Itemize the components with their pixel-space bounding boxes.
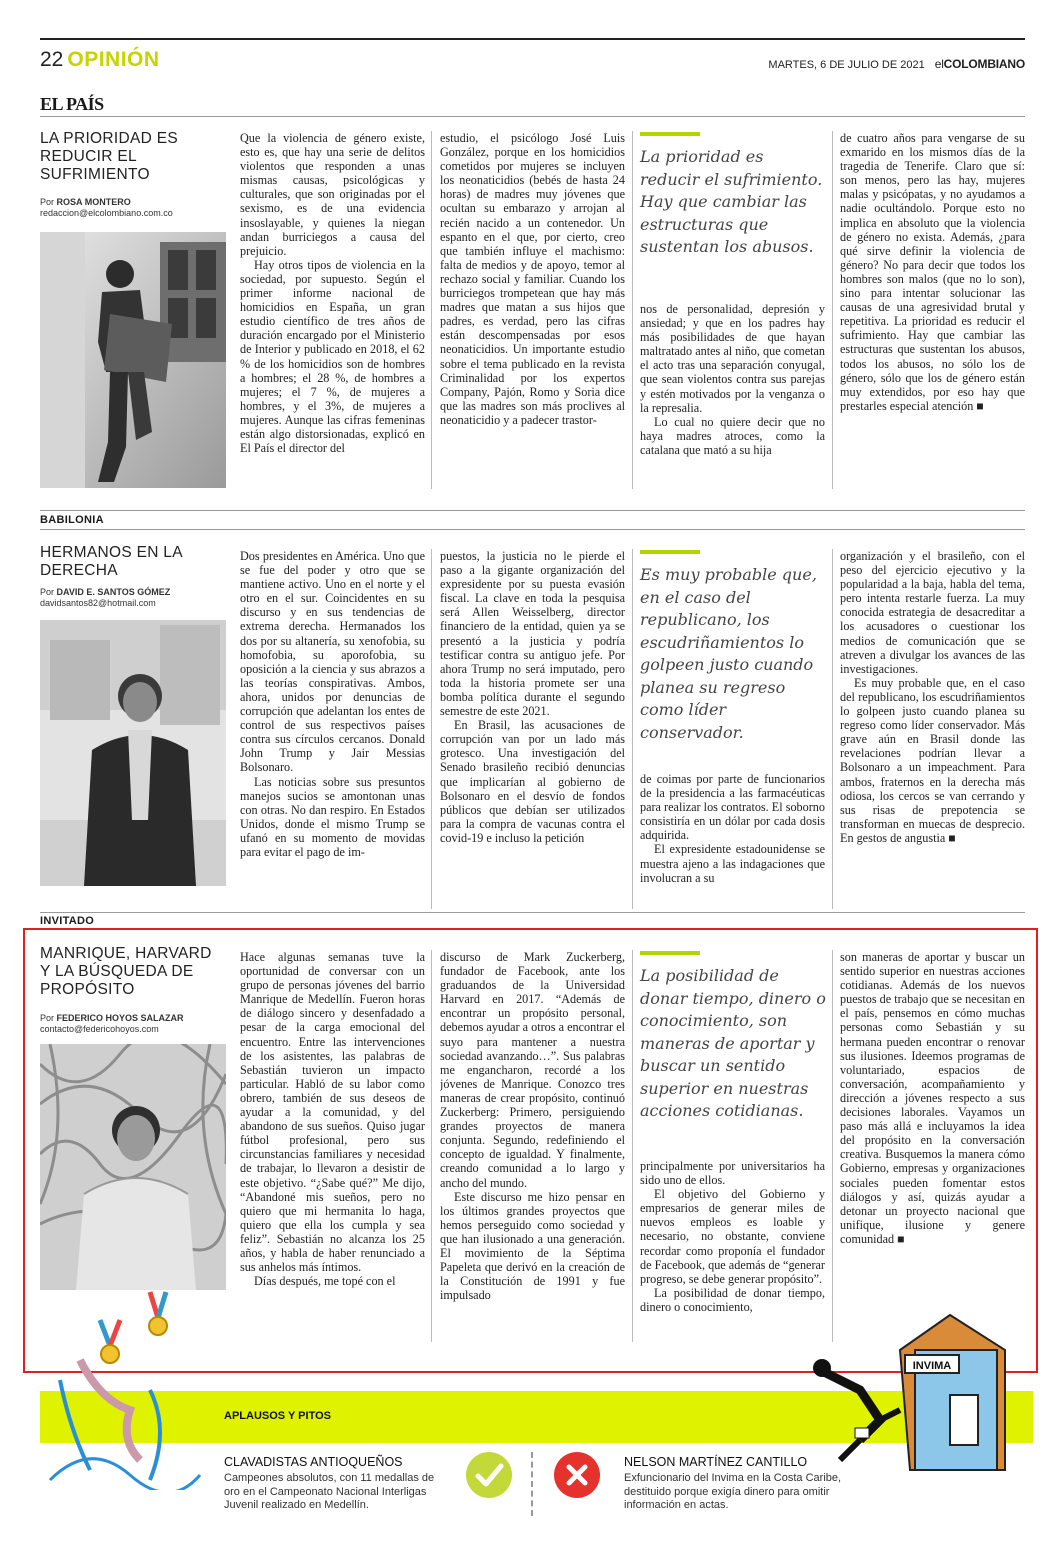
- paragraph: Lo cual no quiere decir que no haya madres atroces, como la catalana que mató a su hija: [640, 414, 825, 457]
- paragraph: de cuatro años para vengarse de su exmarido en los mismos días de la tragedia de Tenerife. Claro que sí: son menos, pero las hay, mujeres malas y psicópatas, y no ayudamos a nadie ocultándolo. Porque esto no implica en absoluto que la violencia de género no exista. Además, ¿para qué sirve definir la violencia de género? No para decir que todos los hombres son malos (que no lo son), sino para intentar solucionar las causas de una agresividad brutal y repetitiva. La prioridad es reducir el sufrimiento. Hay que cambiar las estructuras que sustentan los abusos, todos los abusos, no sólo los de género, sólo que los de género están muy extendidos, por eso hay que prestarles especial atención ■: [840, 131, 1025, 413]
- paragraph: son maneras de aportar y buscar un sentido superior en nuestras acciones cotidianas. Además de los nuevos puestos de trabajo que se necesitan en el país, pensemos en cómo muchas personas como Sebastián y su hermana pueden encontrar o renovar sus ilusiones. Ideemos programas de voluntariado, espacios de conversación, acompañamiento y dirección a jóvenes respecto a sus decisiones laborales. Vayamos un paso más allá e incluyamos la idea del propósito en la conversación creativa. Busquemos la manera cómo Gobierno, empresas y organizaciones sociales pueden fomentar estos diálogos y así, quizás ayudar a detonar un proyecto nacional que unifique, ilusione y genere comunidad ■: [840, 950, 1025, 1246]
- applause-right-description: Exfuncionario del Invima en la Costa Caribe, destituido porque exigía dinero para omitir información en actas.: [624, 1472, 842, 1511]
- invima-cartoon-illustration: [800, 1310, 1025, 1490]
- article-column-1: [240, 131, 425, 489]
- article-column-3: [640, 1159, 825, 1342]
- article-column-1: [240, 549, 425, 909]
- article-headline: LA PRIORIDAD ES REDUCIR EL SUFRIMIENTO: [40, 130, 179, 183]
- paragraph: Las noticias sobre sus presuntos manejos sucios se amontonan unas con otras. No dan respiro. En Estados Unidos, donde el mismo Trump se ufanó en su momento de movidas para evitar el pago de im-: [240, 774, 425, 859]
- byline: Por DAVID E. SANTOS GÓMEZ: [40, 587, 171, 597]
- column-divider: [431, 131, 432, 489]
- byline: Por ROSA MONTERO: [40, 197, 131, 207]
- byline: Por FEDERICO HOYOS SALAZAR: [40, 1013, 184, 1023]
- invima-sign: INVIMA: [912, 1360, 952, 1372]
- paragraph: puestos, la justicia no le pierde el paso a la gigante organización del expresidente por su puesta evasión fiscal. La clave en toda la pesquisa será Allen Weisselberg, director financiero de la entidad, quien ya se presentó a la justicia y podría testificar contra su antiguo jefe. Por ahora Trump no será imputado, pero toda la historia promete ser una bomba política durante el segundo semestre de este 2021.: [440, 549, 625, 719]
- paragraph: Hace algunas semanas tuve la oportunidad de conversar con un grupo de personas jóvenes del barrio Manrique de Medellín. Fueron horas de diálogo sincero y desenfadado a pesar de la carga emocional del encuentro. Entre las intervenciones de los asistentes, las palabras de Sebastián tuvieron un impacto particular. Habló de su labor como obrero, también de sus deseos de ayudar a la comunidad, y del abandono de sus sueños. Quiso jugar fútbol profesional, pero sus circunstancias familiares y necesidad de trabajar, lo llevaron a desistir de este objetivo. “¿Sabe qué?” Me dijo, “Abandoné mis sueños, pero no quiero que mi hermanita lo haga, quiero que ella los cumpla y sea feliz”. Sebastián no alcanza los 25 años, y habla de haber renunciado a sus anhelos más íntimos.: [240, 950, 425, 1275]
- paragraph: Es muy probable que, en el caso del republicano, los escudriñamientos lo golpeen justo cuando planea su regreso como líder conservador. Más grave aún en Brasil donde las revelaciones podrían llevar a Bolsonaro a un impeachment. Para ambos, fraternos en la derecha más odiosa, los cercos se van cerrando y sus risas de prepotencia se transforman en muecas de desprecio. En gestos de angustia ■: [840, 675, 1025, 845]
- section-label: INVITADO: [40, 915, 95, 927]
- newspaper-logo: elCOLOMBIANO: [934, 57, 1025, 71]
- author-name: ROSA MONTERO: [56, 197, 131, 207]
- paragraph: El expresidente estadounidense se muestra ajeno a las indagaciones que involucran a su: [640, 842, 825, 885]
- column-divider: [832, 950, 833, 1342]
- pull-quote: La prioridad es reducir el sufrimiento. Hay que cambiar las estructuras que sustentan los abusos.: [640, 147, 823, 256]
- article-column-3: [640, 772, 825, 909]
- pull-quote-accent: [640, 951, 700, 955]
- check-icon: [466, 1452, 512, 1498]
- column-divider: [431, 950, 432, 1342]
- section-rule: [40, 912, 1025, 913]
- issue-date: MARTES, 6 DE JULIO DE 2021: [768, 59, 925, 71]
- section-rule: [40, 529, 1025, 530]
- section-rule: [40, 116, 1025, 117]
- pull-quote-accent: [640, 132, 700, 136]
- paragraph: La posibilidad de donar tiempo, dinero o conocimiento,: [640, 1285, 825, 1314]
- page-number: 22: [40, 48, 64, 71]
- column-divider: [632, 131, 633, 489]
- article-column-1: [240, 950, 425, 1342]
- paragraph: Este discurso me hizo pensar en los últimos grandes proyectos que hemos perseguido como sociedad y que han ilusionado a una generación. El movimiento de la Séptima Papeleta que derivó en la creación de la Constitución de 1991 y fue impulsado: [440, 1189, 625, 1303]
- author-email[interactable]: redaccion@elcolombiano.com.co: [40, 208, 173, 218]
- article-column-3: [640, 302, 825, 489]
- article-column-2: [440, 950, 625, 1342]
- paragraph: principalmente por universitarios ha sido uno de ellos.: [640, 1159, 825, 1188]
- paragraph: Dos presidentes en América. Uno que se fue del poder y otro que se mantiene activo. Uno en el norte y el otro en el sur. Coincidentes en su discurso y en sus tendencias de extrema derecha. Hermanados los dos por su altanería, su xenofobia, su homofobia, su aporofobia, su oposición a la ciencia y sus abrazos a las teorías conspirativas. Ambos, ahora, unidos por denuncias de corrupción que adelantan los entes de control de sus respectivos países contra sus círculos cercanos. Donald John Trump y Jair Messias Bolsonaro.: [240, 549, 425, 775]
- divers-illustration: [40, 1290, 210, 1490]
- section-label: BABILONIA: [40, 514, 104, 526]
- paragraph: Que la violencia de género existe, esto es, que hay una serie de delitos violentos que responden a unas mismas causas, psicológicas y culturales, que son originadas por el sexismo, es de una evidencia insoslayable, y quienes la niegan andan burriciegos a causa del prejuicio.: [240, 131, 425, 258]
- paragraph: En Brasil, las acusaciones de corrupción van por un lado más grotesco. Una investigación del Senado brasileño recibió denuncias que implicarían al gobierno de Bolsonaro en el desvío de fondos públicos que debían ser utilizados para la compra de vacunas contra el covid-19 e incluso la petición: [440, 718, 625, 845]
- pull-quote: Es muy probable que, en el caso del republicano, los escudriñamientos lo golpeen justo cuando planea su regreso como líder conservador.: [640, 565, 817, 742]
- paragraph: estudio, el psicólogo José Luis González, porque en los homicidios cometidos por mujeres se incluyen los neonaticidios (bebés de hasta 24 horas) de madres muy jóvenes que ocultan su embarazo y arrojan al recién nacido a un contenedor. Un espanto en el que, por cierto, creo que también influye el machismo: falta de medios y de apoyo, temor al rechazo social y familiar. Cuando los burriciegos trompetean que hay más madres que matan a sus hijos que padres, es verdad, pero las cifras están descompensadas por esos neonaticidios. Un importante estudio sobre el tema publicado en la revista Criminalidad por los expertos Company, Pajón, Romo y Soria dice que las madres son más proclives al neonaticidio y a padecer trastor-: [440, 131, 625, 427]
- dateline: [768, 57, 1025, 71]
- author-portrait-photo: [40, 620, 226, 886]
- section-label: EL PAÍS: [40, 94, 104, 114]
- column-divider: [632, 950, 633, 1342]
- paragraph: de coimas por parte de funcionarios de la presidencia a las farmacéuticas para realizar los contratos. El soborno consistiría en un dólar por cada dosis adquirida.: [640, 772, 825, 843]
- article-column-2: [440, 549, 625, 909]
- applause-right-name: NELSON MARTÍNEZ CANTILLO: [624, 1455, 808, 1469]
- article-headline: MANRIQUE, HARVARD Y LA BÚSQUEDA DE PROPÓSITO: [40, 945, 212, 998]
- paragraph: discurso de Mark Zuckerberg, fundador de Facebook, ante los graduandos de la Universidad Harvard en 2017. “Además de encontrar un propósito personal, debemos ayudar a otros a encontrar el suyo para mantener a nuestra sociedad avanzando…”. Sus palabras me engancharon, recordé a los jóvenes de Manrique. Conozco tres maneras de crear propósito, continuó Zuckerberg: Primero, persiguiendo grandes proyectos de manera conjunta. Segundo, redefiniendo el concepto de igualdad. Y finalmente, creando comunidad a lo largo y ancho del mundo.: [440, 950, 625, 1190]
- pull-quote-accent: [640, 550, 700, 554]
- applause-divider: [531, 1452, 533, 1516]
- article-headline: HERMANOS EN LA DERECHA: [40, 544, 183, 579]
- paragraph: Hay otros tipos de violencia en la sociedad, por supuesto. Según el primer informe nacional de homicidios en España, un gran estudio científico de tres años de duración encargado por el Ministerio de Interior y publicado en 2018, el 62 % de los homicidios son de hombres a hombres; el 28 %, de hombres a mujeres; el 7 %, de mujeres a hombres, y el 3%, de mujeres a mujeres. Aunque las cifras femeninas están algo distorsionadas, explicó en El País el director del: [240, 257, 425, 456]
- paragraph: Días después, me topé con el: [254, 1274, 396, 1289]
- author-name: FEDERICO HOYOS SALAZAR: [56, 1013, 184, 1023]
- author-email[interactable]: davidsantos82@hotmail.com: [40, 598, 156, 608]
- column-divider: [832, 131, 833, 489]
- paragraph: organización y el brasileño, con el peso del ejercicio ejecutivo y la popularidad a la baja, habla del tema, pero intenta restarle fuerza. La muy conocida estrategia de desacreditar a los acusadores o cuestionar los medios de comunicación que se atreven a divulgar los avances de las investigaciones.: [840, 549, 1025, 676]
- author-name: DAVID E. SANTOS GÓMEZ: [56, 587, 171, 597]
- applause-section-label: APLAUSOS Y PITOS: [224, 1410, 331, 1422]
- article-column-4: [840, 131, 1025, 489]
- article-column-4: [840, 950, 1025, 1342]
- column-divider: [431, 549, 432, 909]
- section-rule: [40, 510, 1025, 511]
- column-divider: [632, 549, 633, 909]
- article-column-4: [840, 549, 1025, 909]
- pull-quote: La posibilidad de donar tiempo, dinero o conocimiento, son maneras de aportar y buscar un sentido superior en nuestras acciones cotidianas.: [640, 966, 826, 1120]
- top-rule: [40, 38, 1025, 40]
- applause-left-name: CLAVADISTAS ANTIOQUEÑOS: [224, 1455, 403, 1469]
- paragraph: El objetivo del Gobierno y empresarios de generar miles de nuevos empleos es loable y necesario, no obstante, conviene recordar como proponía el fundador de Facebook, que además de “generar progreso, se debe generar propósito”.: [640, 1187, 825, 1286]
- article-column-2: [440, 131, 625, 489]
- close-icon: [554, 1452, 600, 1498]
- section-title: OPINIÓN: [67, 48, 160, 71]
- author-portrait-photo: [40, 1044, 226, 1290]
- column-divider: [832, 549, 833, 909]
- page-header: [40, 47, 160, 73]
- paragraph: nos de personalidad, depresión y ansiedad; y que en los padres hay más posibilidades de que hayan maltratado antes al niño, que cometan el acto tras una separación conyugal, que sean violentos contra sus parejas y estén motivados por la venganza o la represalia.: [640, 302, 825, 415]
- bronze-statue-reading-newspaper-photo: [40, 232, 226, 488]
- applause-left-description: Campeones absolutos, con 11 medallas de oro en el Campeonato Nacional Interligas Juvenil realizado en Medellín.: [224, 1472, 435, 1511]
- author-email[interactable]: contacto@federicohoyos.com: [40, 1024, 159, 1034]
